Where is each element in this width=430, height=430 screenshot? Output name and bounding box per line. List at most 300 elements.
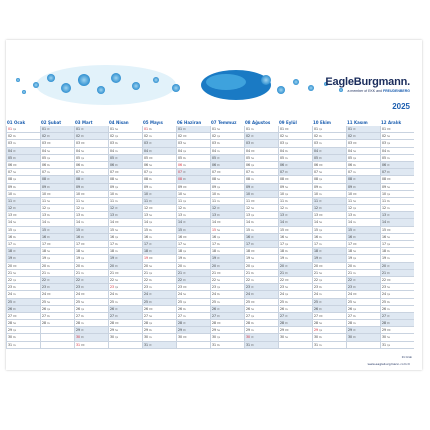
day-cell (40, 313, 74, 320)
weekday-label: Ça (47, 156, 51, 160)
day-number: 18 (348, 249, 353, 254)
weekday-label: Pe (149, 128, 152, 131)
weekday-label: Pzt (353, 243, 357, 246)
weekday-label: Sa (149, 214, 152, 218)
weekday-label: Sa (353, 300, 356, 304)
day-number: 30 (144, 335, 149, 340)
day-number: 04 (212, 148, 217, 153)
day-number: 03 (314, 141, 319, 146)
weekday-label: Pzt (319, 314, 323, 318)
weekday-label: Ça (81, 207, 85, 211)
day-number: 04 (280, 148, 285, 153)
weekday-label: Cu (149, 286, 153, 290)
day-cell (346, 126, 380, 133)
day-number: 17 (8, 242, 13, 246)
weekday-label: Ça (217, 286, 221, 290)
day-number: 03 (42, 141, 47, 146)
day-cell (176, 299, 210, 306)
day-number: 05 (110, 155, 115, 160)
day-number: 13 (110, 213, 115, 218)
day-cell (40, 255, 74, 262)
day-number: 27 (8, 313, 13, 318)
weekday-label: Cu (115, 300, 119, 304)
weekday-label: Ct (47, 178, 50, 182)
weekday-label: Pe (387, 250, 390, 254)
day-cell (312, 248, 346, 255)
day-cell (6, 291, 40, 298)
day-number: 09 (76, 184, 81, 189)
day-cell (40, 320, 74, 327)
day-number: 09 (382, 184, 387, 189)
day-number: 07 (348, 170, 353, 175)
day-cell (380, 219, 414, 226)
day-number: 13 (246, 213, 251, 218)
day-cell (346, 255, 380, 262)
day-cell (278, 313, 312, 320)
day-number: 26 (178, 306, 183, 311)
day-cell (142, 184, 176, 191)
day-number: 10 (212, 191, 217, 196)
day-number: 26 (212, 306, 217, 311)
day-number: 31 (144, 342, 149, 347)
weekday-label: Ça (47, 207, 51, 211)
day-cell (244, 140, 278, 147)
day-cell (40, 184, 74, 191)
day-cell (108, 291, 142, 298)
day-number: 16 (314, 234, 319, 239)
weekday-label: Pzt (285, 278, 289, 282)
weekday-label: Pe (183, 156, 186, 160)
weekday-label: Pzt (115, 221, 119, 225)
weekday-label: Ct (387, 163, 390, 167)
day-cell (142, 306, 176, 313)
weekday-label: Pzt (13, 264, 17, 268)
day-cell (312, 255, 346, 262)
weekday-label: Pzt (81, 343, 85, 347)
day-number: 24 (280, 292, 285, 297)
day-cell (346, 140, 380, 147)
day-cell (176, 176, 210, 183)
day-cell (380, 291, 414, 298)
weekday-label: Pz (353, 135, 356, 139)
day-cell (108, 176, 142, 183)
day-cell (346, 234, 380, 241)
weekday-label: Pzt (13, 163, 17, 167)
day-number: 13 (348, 213, 353, 218)
weekday-label: Ct (319, 300, 322, 304)
day-number: 31 (212, 342, 217, 347)
day-number: 15 (382, 227, 387, 232)
day-cell (210, 313, 244, 320)
day-cell (380, 191, 414, 198)
weekday-label: Sa (47, 199, 50, 203)
day-number: 21 (76, 270, 81, 275)
day-cell (312, 169, 346, 176)
day-number: 13 (76, 213, 81, 218)
day-cell (312, 313, 346, 320)
weekday-label: Sa (319, 171, 322, 175)
day-cell (40, 176, 74, 183)
day-number: 23 (110, 285, 115, 290)
day-cell (244, 299, 278, 306)
day-number: 05 (382, 155, 387, 160)
day-cell (244, 205, 278, 212)
day-number: 03 (144, 141, 149, 146)
day-number: 17 (382, 242, 387, 246)
day-cell (380, 277, 414, 284)
day-number: 01 (110, 127, 115, 131)
day-number: 16 (144, 234, 149, 239)
day-number: 16 (348, 234, 353, 239)
weekday-label: Ça (387, 293, 391, 297)
day-cell (346, 205, 380, 212)
day-number: 08 (212, 177, 217, 182)
weekday-label: Pz (285, 271, 288, 275)
weekday-label: Pz (217, 163, 220, 167)
weekday-label: Pe (353, 214, 356, 218)
day-cell (6, 155, 40, 162)
day-number: 24 (314, 292, 319, 297)
month-number: 05 (143, 120, 149, 125)
day-cell (312, 162, 346, 169)
weekday-label: Pzt (217, 322, 221, 326)
day-cell (346, 263, 380, 270)
weekday-label: Sa (217, 278, 220, 282)
day-number: 14 (348, 220, 353, 225)
day-number: 23 (42, 285, 47, 290)
weekday-label: Ça (387, 343, 391, 347)
weekday-label: Ct (13, 199, 16, 203)
weekday-label: Cu (387, 207, 391, 211)
day-cell (244, 284, 278, 291)
weekday-label: Cu (387, 307, 391, 311)
weekday-label: Pz (183, 329, 186, 333)
day-number: 16 (246, 234, 251, 239)
day-cell (346, 299, 380, 306)
day-number: 06 (144, 162, 149, 167)
day-cell (142, 320, 176, 327)
weekday-label: Ct (149, 142, 152, 146)
month-number: 06 (177, 120, 183, 125)
weekday-label: Pzt (13, 314, 17, 318)
day-number: 26 (144, 306, 149, 311)
day-number: 29 (246, 328, 251, 333)
day-number: 15 (144, 227, 149, 232)
day-number: 02 (144, 134, 149, 139)
day-number: 24 (110, 292, 115, 297)
day-number: 16 (280, 234, 285, 239)
weekday-label: Ça (285, 192, 289, 196)
day-number: 14 (280, 220, 285, 225)
weekday-label: Sa (47, 149, 50, 153)
day-cell (142, 155, 176, 162)
weekday-label: Pe (81, 214, 84, 218)
day-cell (108, 126, 142, 133)
weekday-label: Ct (251, 336, 254, 340)
day-number: 09 (246, 184, 251, 189)
weekday-label: Ct (217, 257, 220, 261)
weekday-label: Ct (353, 128, 356, 131)
day-number: 20 (42, 263, 47, 268)
weekday-label: Cu (353, 171, 357, 175)
day-cell (380, 140, 414, 147)
weekday-label: Ça (149, 221, 153, 225)
day-cell (74, 327, 108, 334)
day-number: 17 (178, 242, 183, 246)
weekday-label: Pzt (387, 278, 391, 282)
weekday-label: Cu (251, 128, 255, 131)
month-number: 09 (279, 120, 285, 125)
day-number: 06 (212, 162, 217, 167)
weekday-label: Cu (319, 343, 323, 347)
day-number: 24 (42, 292, 47, 297)
weekday-label: Pe (285, 149, 288, 153)
day-number: 19 (382, 256, 387, 261)
weekday-label: Pzt (13, 214, 17, 218)
day-cell (176, 140, 210, 147)
day-cell (108, 198, 142, 205)
day-number: 29 (76, 328, 81, 333)
weekday-label: Ça (251, 214, 255, 218)
weekday-label: Pe (217, 243, 220, 246)
day-number: 10 (382, 191, 387, 196)
day-number: 10 (8, 191, 13, 196)
day-cell (142, 176, 176, 183)
day-cell (380, 184, 414, 191)
weekday-label: Sa (183, 243, 186, 246)
weekday-label: Ça (319, 329, 323, 333)
day-cell (108, 270, 142, 277)
day-cell (380, 198, 414, 205)
weekday-label: Pe (149, 178, 152, 182)
day-cell (312, 140, 346, 147)
day-cell (108, 277, 142, 284)
day-number: 20 (144, 263, 149, 268)
day-cell (176, 334, 210, 341)
day-cell (74, 169, 108, 176)
day-number: 13 (144, 213, 149, 218)
day-number: 21 (144, 270, 149, 275)
day-number: 19 (178, 256, 183, 261)
day-cell (210, 169, 244, 176)
day-number: 20 (178, 263, 183, 268)
day-cell (380, 176, 414, 183)
day-number: 27 (110, 313, 115, 318)
day-cell (176, 241, 210, 248)
weekday-label: Pzt (353, 192, 357, 196)
day-number: 10 (178, 191, 183, 196)
day-cell (6, 299, 40, 306)
day-number: 18 (8, 249, 13, 254)
day-number: 25 (314, 299, 319, 304)
weekday-label: Pe (285, 250, 288, 254)
weekday-label: Sa (387, 235, 390, 239)
day-cell (244, 148, 278, 155)
day-cell-empty (278, 342, 312, 349)
weekday-label: Ça (183, 300, 187, 304)
day-number: 26 (246, 306, 251, 311)
weekday-label: Pzt (387, 128, 391, 131)
day-number: 27 (246, 313, 251, 318)
weekday-label: Cu (251, 278, 255, 282)
day-cell (108, 299, 142, 306)
day-cell (142, 126, 176, 133)
day-cell (74, 277, 108, 284)
day-number: 27 (144, 313, 149, 318)
weekday-label: Cu (81, 221, 85, 225)
weekday-label: Pe (353, 314, 356, 318)
weekday-label: Pe (183, 207, 186, 211)
day-cell (40, 299, 74, 306)
weekday-label: Cu (251, 329, 255, 333)
weekday-label: Pe (353, 264, 356, 268)
day-number: 07 (280, 170, 285, 175)
day-cell (312, 299, 346, 306)
day-cell (380, 212, 414, 219)
day-number: 30 (280, 335, 285, 340)
day-number: 14 (212, 220, 217, 225)
weekday-label: Cu (149, 235, 153, 239)
day-number: 22 (42, 277, 47, 282)
weekday-label: Sa (47, 250, 50, 254)
day-number: 28 (42, 321, 47, 326)
day-cell (278, 169, 312, 176)
day-number: 31 (382, 342, 387, 347)
day-number: 31 (76, 342, 81, 347)
day-number: 28 (212, 321, 217, 326)
weekday-label: Pe (183, 257, 186, 261)
day-cell (278, 140, 312, 147)
day-cell (346, 277, 380, 284)
month-name: Ocak (12, 120, 26, 125)
weekday-label: Pz (319, 156, 322, 160)
day-number: 21 (178, 270, 183, 275)
day-number: 27 (314, 313, 319, 318)
weekday-label: Pzt (251, 300, 255, 304)
weekday-label: Pe (183, 307, 186, 311)
weekday-label: Pe (387, 149, 390, 153)
day-number: 09 (212, 184, 217, 189)
day-number: 28 (246, 321, 251, 326)
day-number: 10 (314, 191, 319, 196)
weekday-label: Cu (81, 171, 85, 175)
weekday-label: Sa (217, 329, 220, 333)
day-number: 30 (76, 335, 81, 340)
day-cell (346, 184, 380, 191)
day-cell (312, 198, 346, 205)
day-number: 30 (8, 335, 13, 340)
weekday-label: Ça (13, 128, 17, 131)
weekday-label: Pz (149, 250, 152, 254)
weekday-label: Pzt (81, 243, 85, 246)
day-number: 20 (212, 263, 217, 268)
day-cell (278, 277, 312, 284)
day-number: 08 (144, 177, 149, 182)
day-cell (210, 320, 244, 327)
day-cell (142, 140, 176, 147)
weekday-label: Cu (353, 271, 357, 275)
day-number: 29 (212, 328, 217, 333)
day-number: 08 (280, 177, 285, 182)
weekday-label: Sa (149, 264, 152, 268)
weekday-label: Pzt (251, 250, 255, 254)
day-cell (244, 126, 278, 133)
day-cell (108, 313, 142, 320)
day-cell (278, 241, 312, 248)
day-cell (346, 176, 380, 183)
day-cell (244, 291, 278, 298)
day-cell (40, 126, 74, 133)
day-number: 17 (280, 242, 285, 246)
day-cell (108, 219, 142, 226)
day-number: 09 (8, 184, 13, 189)
day-number: 21 (42, 270, 47, 275)
day-cell (108, 162, 142, 169)
day-cell (108, 284, 142, 291)
day-cell (74, 184, 108, 191)
weekday-label: Ça (115, 185, 119, 189)
day-cell (244, 306, 278, 313)
day-number: 24 (348, 292, 353, 297)
day-number: 30 (314, 335, 319, 340)
day-cell (74, 162, 108, 169)
day-number: 12 (382, 206, 387, 211)
weekday-label: Pe (13, 135, 16, 139)
day-number: 30 (110, 335, 115, 340)
day-cell (40, 241, 74, 248)
weekday-label: Pzt (149, 257, 153, 261)
day-cell (244, 227, 278, 234)
weekday-label: Pzt (387, 329, 391, 333)
day-cell (176, 184, 210, 191)
day-number: 26 (280, 306, 285, 311)
weekday-label: Pzt (115, 171, 119, 175)
day-number: 02 (8, 134, 13, 139)
weekday-label: Pzt (47, 293, 51, 297)
day-number: 13 (314, 213, 319, 218)
day-cell (210, 133, 244, 140)
weekday-label: Ct (251, 185, 254, 189)
day-number: 30 (348, 335, 353, 340)
day-number: 18 (246, 249, 251, 254)
weekday-label: Pzt (149, 307, 153, 311)
weekday-label: Ct (115, 207, 118, 211)
day-cell (380, 126, 414, 133)
day-cell (6, 327, 40, 334)
day-cell (380, 284, 414, 291)
day-number: 21 (110, 270, 115, 275)
weekday-label: Pzt (183, 185, 187, 189)
day-number: 19 (280, 256, 285, 261)
day-cell (278, 227, 312, 234)
day-number: 18 (382, 249, 387, 254)
weekday-label: Cu (149, 185, 153, 189)
day-number: 17 (76, 242, 81, 246)
weekday-label: Pe (217, 343, 220, 347)
weekday-label: Ct (183, 271, 186, 275)
day-cell (108, 234, 142, 241)
day-number: 01 (348, 127, 353, 131)
day-cell (244, 241, 278, 248)
day-number: 23 (280, 285, 285, 290)
day-number: 04 (348, 148, 353, 153)
day-cell (244, 263, 278, 270)
weekday-label: Ct (183, 171, 186, 175)
day-number: 07 (382, 170, 387, 175)
month-column (176, 120, 210, 349)
day-number: 17 (110, 242, 115, 246)
day-cell (40, 133, 74, 140)
